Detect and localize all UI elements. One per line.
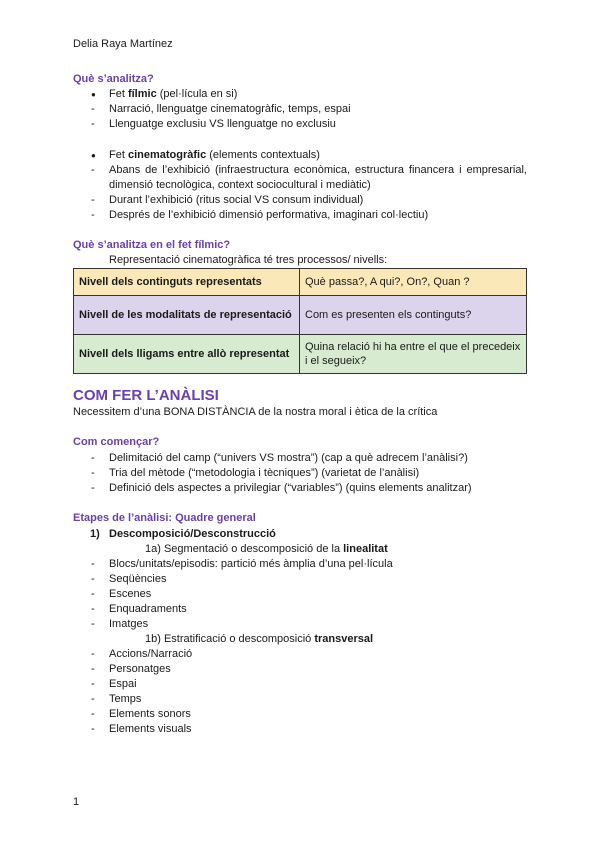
list-item: - Definició dels aspectes a privilegiar (“variables”) (quins elements analitzar): [109, 481, 472, 496]
subsection-bold: linealitat: [343, 543, 388, 555]
list-item: - Temps: [109, 692, 141, 707]
subsection-prefix: 1b) Estratificació o descomposició: [145, 633, 315, 645]
table-row: [74, 335, 527, 374]
list-item: - Llenguatge exclusiu VS llenguatge no exclusiu: [109, 117, 336, 132]
list-item: - Després de l’exhibició dimensió performativa, imaginari col·lectiu): [109, 208, 428, 223]
bullet-prefix: Fet: [109, 88, 128, 100]
bullet-prefix: Fet: [109, 149, 128, 161]
bullet-suffix: (elements contextuals): [206, 149, 320, 161]
list-item: - Tria del mètode (“metodologia i tècniques”) (varietat de l’anàlisi): [109, 466, 419, 481]
bullet-fet-filmic: [109, 87, 237, 102]
list-item: - Narració, llenguatge cinematogràfic, temps, espai: [109, 102, 351, 117]
subsection-1b: [145, 632, 373, 647]
table-row: [74, 269, 527, 296]
numbered-item: Descomposició/Desconstrucció: [109, 528, 276, 540]
numbered-marker: 1): [90, 528, 100, 540]
list-item: - Elements sonors: [109, 707, 191, 722]
heading-que-sanalitza: Què s’analitza?: [73, 73, 154, 85]
bullet-bold: fílmic: [127, 88, 157, 100]
table-cell-question: Quina relació hi ha entre el que el precedeix i el segueix?: [300, 335, 527, 374]
table-cell-level: Nivell dels continguts representats: [74, 269, 300, 296]
table-cell-question: Què passa?, A qui?, On?, Quan ?: [300, 269, 527, 296]
bullet-bold: cinematogràfic: [127, 149, 207, 161]
heading-etapes: Etapes de l’anàlisi: Quadre general: [73, 512, 256, 524]
list-item: - Elements visuals: [109, 722, 192, 737]
table-cell-question: Com es presenten els continguts?: [300, 296, 527, 335]
table-row: [74, 296, 527, 335]
author-name: Delia Raya Martínez: [73, 38, 173, 50]
list-item: - Delimitació del camp (“univers VS mostra”) (cap a què adrecem l’anàlisi?): [109, 451, 468, 466]
subsection-bold: transversal: [314, 633, 374, 645]
list-item: - Enquadraments: [109, 602, 187, 617]
table-cell-level: Nivell dels lligams entre allò representat: [74, 335, 300, 374]
list-item: - Seqüències: [109, 572, 167, 587]
subsection-prefix: 1a) Segmentació o descomposició de la: [145, 543, 344, 555]
table-cell-level: Nivell de les modalitats de representació: [74, 296, 300, 335]
list-item: - Imatges: [109, 617, 148, 632]
list-item: - Espai: [109, 677, 137, 692]
bullet-fet-cinematografic: [109, 148, 320, 163]
heading-com-comencar: Com començar?: [73, 436, 160, 448]
list-item: - Abans de l’exhibició (infraestructura econòmica, estructura financera i empresarial, dimensió tecnològica, context sociocultural i mediàtic): [109, 163, 527, 193]
list-item: - Accions/Narració: [109, 647, 192, 662]
list-item: - Blocs/unitats/episodis: partició més àmplia d’una pel·lícula: [109, 557, 393, 572]
subtitle-text: Necessitem d’una BONA DISTÀNCIA de la nostra moral i ètica de la crítica: [73, 406, 438, 418]
heading-fet-filmic: Què s’analitza en el fet fílmic?: [73, 239, 231, 251]
list-item: - Escenes: [109, 587, 151, 602]
list-item: - Personatges: [109, 662, 171, 677]
levels-table: [73, 268, 527, 374]
list-item: - Durant l’exhibició (ritus social VS consum individual): [109, 193, 363, 208]
intro-text: Representació cinematogràfica té tres processos/ nivells:: [109, 254, 388, 266]
subsection-1a: [145, 542, 388, 557]
heading-com-fer-lanalisi: COM FER L’ANÀLISI: [73, 387, 219, 404]
page-number: 1: [73, 796, 80, 808]
bullet-suffix: (pel·lícula en si): [156, 88, 238, 100]
